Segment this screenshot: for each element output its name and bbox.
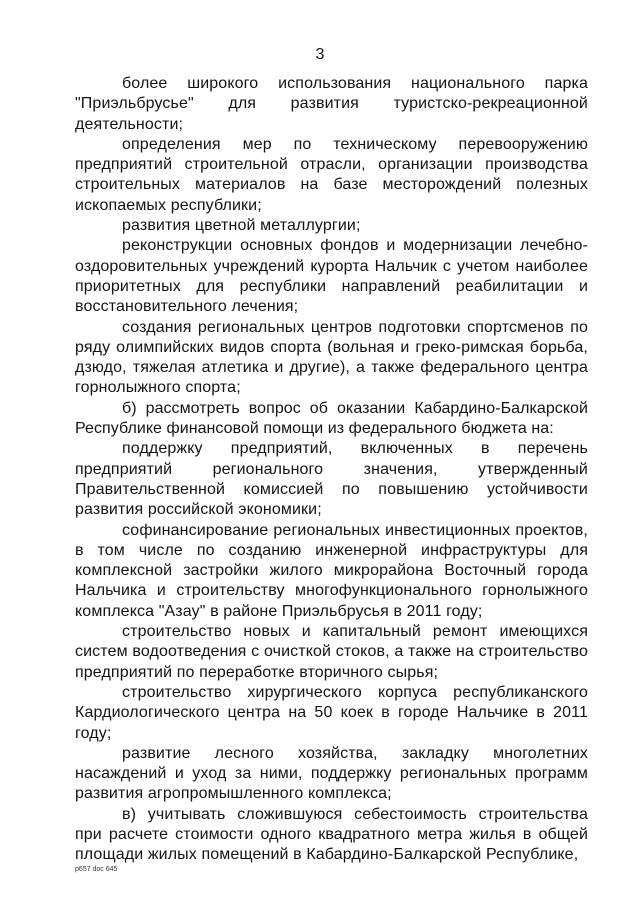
paragraph-11: развитие лесного хозяйства, закладку многолетних насаждений и уход за ними, поддержку региональных программ развития агропромышленного комплекса; (75, 744, 588, 803)
paragraph-6: б) рассмотреть вопрос об оказании Кабардино-Балкарской Республике финансовой помощи из федерального бюджета на: (75, 399, 588, 438)
footer-document-code: р657 doc 645 (75, 866, 118, 873)
paragraph-3: развития цветной металлургии; (122, 217, 361, 235)
paragraph-9: строительство новых и капитальный ремонт имеющихся систем водоотведения с очисткой стоков, а также на строительство предприятий по переработке вторичного сырья; (75, 623, 588, 681)
paragraph-7: поддержку предприятий, включенных в перечень предприятий регионального значения, утвержденный Правительственной комиссией по повышению устойчивости развития российской экономики; (75, 440, 588, 519)
paragraph-2: определения мер по техническому перевооружению предприятий строительной отрасли, организации производства строительных материалов на базе месторождений полезных ископаемых республики; (75, 135, 588, 214)
paragraph-8: софинансирование региональных инвестиционных проектов, в том числе по созданию инженерной инфраструктуры для комплексной застройки жилого микрорайона Восточный города Нальчика и строительству многофункционального горнолыжного комплекса "Азау" в районе Приэльбрусья в 2011 году; (75, 521, 588, 620)
paragraph-1: более широкого использования национального парка "Приэльбрусье" для развития туристско-рекреационной деятельности; (75, 75, 588, 133)
paragraph-10: строительство хирургического корпуса республиканского Кардиологического центра на 50 коек в городе Нальчике в 2011 году; (75, 683, 588, 742)
paragraph-4: реконструкции основных фондов и модернизации лечебно-оздоровительных учреждений курорта Нальчик с учетом наиболее приоритетных для республики направлений реабилитации и восстановительного лечения; (75, 237, 588, 316)
document-body (75, 74, 588, 866)
paragraph-5: создания региональных центров подготовки спортсменов по ряду олимпийских видов спорта (вольная и греко-римская борьба, дзюдо, тяжелая атлетика и другие), а также федерального центра горнолыжного спорта; (75, 318, 588, 397)
paragraph-12: в) учитывать сложившуюся себестоимость строительства при расчете стоимости одного квадратного метра жилья в общей площади жилых помещений в Кабардино-Балкарской Республике, (75, 805, 588, 864)
page-number: 3 (315, 46, 325, 63)
